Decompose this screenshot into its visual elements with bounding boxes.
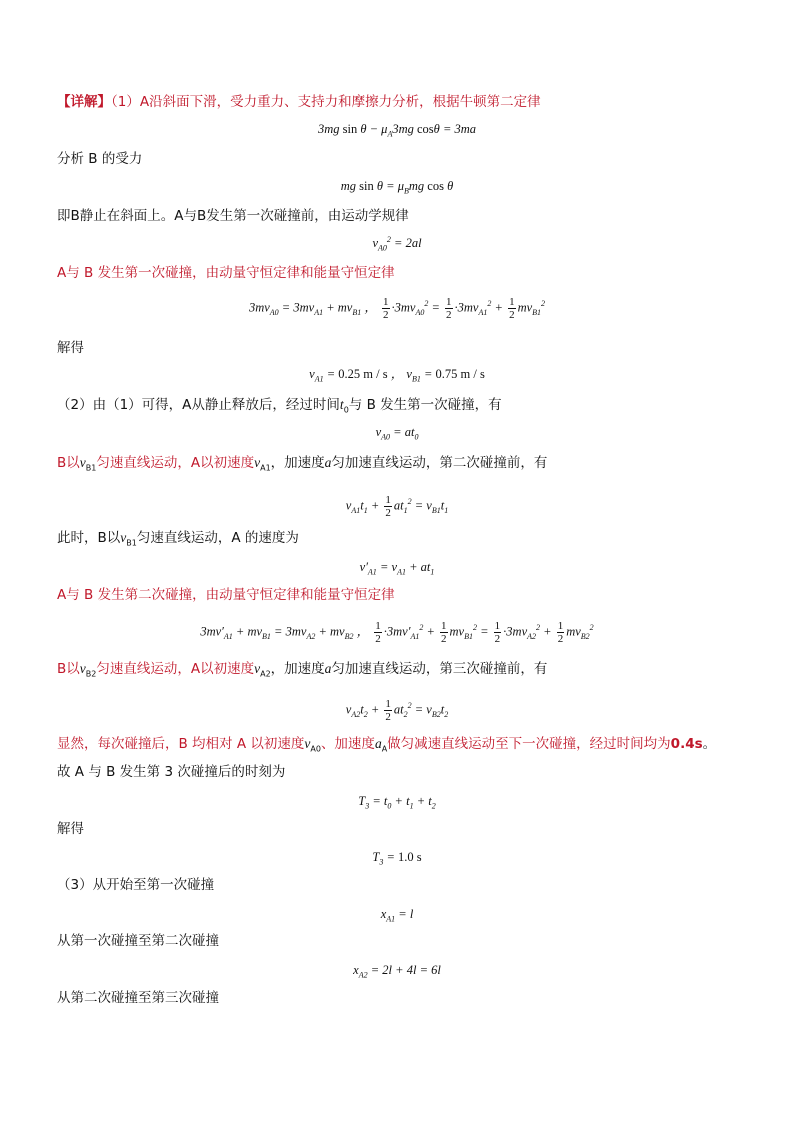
equation-7: $v_{A1}t_1$ + $\frac{1}{2}$ $at_1^2 = v_{B1}t_1$ [345, 494, 449, 519]
equation-11: $T_3 = t_0 + t_1 + t_2$ [358, 794, 436, 811]
paragraph-line: 此时，B以$v_{B1}$匀速直线运动，A 的速度为 [57, 530, 299, 548]
paragraph-line: 从第二次碰撞至第三次碰撞 [57, 990, 219, 1006]
equation-2: mg $\sin \theta = \mu_Bmg$ cos θ [340, 179, 454, 196]
paragraph-line: （2）由（1）可得，A从静止释放后，经过时间$t_0$与 B 发生第一次碰撞，有 [57, 397, 502, 415]
paragraph-line: A与 B 发生第二次碰撞，由动量守恒定律和能量守恒定律 [57, 587, 395, 603]
paragraph-line: 分析 B 的受力 [57, 151, 143, 167]
equation-9: $3mv'_{A1} + mv_{B1} = 3mv_{A2} + mv_{B2}$ ， $\frac{1}{2}$ $\cdot 3mv'_{A1}^2$ + $\frac{1}{2}$ $mv_{B1}^2$ = $\frac{1}{2}$ $\cdot 3mv_{A2}^2$ + $\frac{1}{2}$ $mv_{B2}^2$ [200, 620, 594, 645]
equation-10: $v_{A2}t_2$ + $\frac{1}{2}$ $at_2^2 = v_{B2}t_2$ [345, 698, 449, 723]
paragraph-line: B以$v_{B2}$匀速直线运动，A以初速度$v_{A2}$，加速度a匀加速直线运动，第三次碰撞前，有 [57, 661, 548, 679]
paragraph-line: 即B静止在斜面上。A与B发生第一次碰撞前，由运动学规律 [57, 208, 409, 224]
equation-14: $x_{A2} = 2l + 4l = 6l$ [353, 963, 441, 980]
equation-5: $v_{A1} = 0.25$ m / s ， $v_{B1} = 0.75$ m / s [309, 367, 485, 384]
paragraph-line: B以$v_{B1}$匀速直线运动，A以初速度$v_{A1}$，加速度a匀加速直线运动，第二次碰撞前，有 [57, 455, 548, 473]
equation-13: $x_{A1} = l$ [380, 907, 414, 924]
paragraph-line: 显然，每次碰撞后，B 均相对 A 以初速度$v_{A0}$、加速度$a_A$做匀减速直线运动至下一次碰撞，经过时间均为0.4s。 [57, 736, 717, 754]
paragraph-line: 从第一次碰撞至第二次碰撞 [57, 933, 219, 949]
equation-8: $v'_{A1} = v_{A1} + at_1$ [359, 560, 435, 577]
equation-4: $3mv_{A0} = 3mv_{A1} + mv_{B1}$ ， $\frac{1}{2}$ $\cdot 3mv_{A0}^2$ = $\frac{1}{2}$ $\cdot 3mv_{A1}^2$ + $\frac{1}{2}$ $mv_{B1}^2$ [248, 296, 546, 321]
paragraph-line: 故 A 与 B 发生第 3 次碰撞后的时刻为 [57, 764, 286, 780]
detail-tag: 【详解】 [57, 94, 111, 110]
paragraph-line: 解得 [57, 821, 84, 837]
equation-6: $v_{A0} = at_0$ [375, 425, 419, 442]
paragraph-line [57, 93, 541, 111]
paragraph-line: 解得 [57, 340, 84, 356]
equation-3: $v_{A0}^2 = 2al$ [372, 234, 422, 253]
equation-1: 3mg $\sin \theta - \mu_A3mg$ cosθ = 3ma [317, 122, 477, 139]
equation-12: $T_3 = 1.0$ s [372, 850, 422, 867]
paragraph-line: （3）从开始至第一次碰撞 [57, 877, 215, 893]
paragraph-line: A与 B 发生第一次碰撞，由动量守恒定律和能量守恒定律 [57, 265, 395, 281]
text: （1）A沿斜面下滑，受力重力、支持力和摩擦力分析，根据牛顿第二定律 [111, 94, 541, 110]
